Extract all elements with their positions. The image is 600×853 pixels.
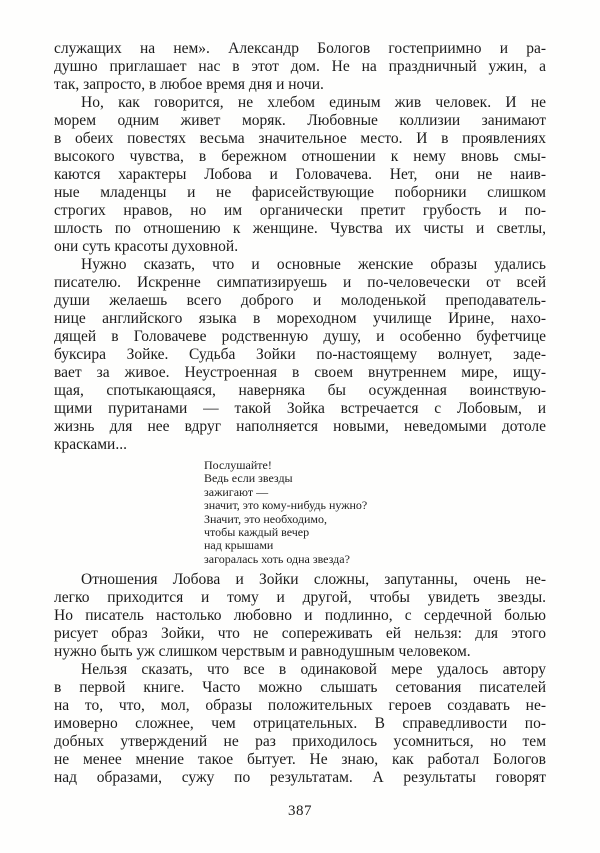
text-line: буксира Зойке. Судьба Зойки по-настоящему волнует, заде- <box>54 346 546 363</box>
text-line: щими пуританами — такой Зойка встречается с Лобовым, и <box>54 400 546 417</box>
text-line: высокого чувства, в бережном отношении к нему вновь смы- <box>54 148 546 165</box>
text-line: нице английского языка в мореходном училище Ирине, нахо- <box>54 310 546 327</box>
text-line: морем одним живет моряк. Любовные коллизии занимают <box>54 112 546 129</box>
paragraph <box>54 256 546 454</box>
verse-line: Послушайте! <box>204 458 272 472</box>
text-line: на то, что, мол, образы положительных героев создавать не- <box>54 697 546 715</box>
verse-line: чтобы каждый вечер <box>204 525 310 540</box>
verse-line: над крышами <box>204 538 274 553</box>
verse-line: загоралась хоть одна звезда? <box>204 551 350 566</box>
text-line: красками... <box>54 436 127 453</box>
text-line: Но, как говорится, не хлебом единым жив человек. И не <box>81 94 546 111</box>
verse-line: зажигают — <box>204 484 269 499</box>
text-line: Но писатель настолько любовно и подлинно, с сердечной болью <box>54 607 546 625</box>
paragraph <box>54 94 546 256</box>
verse-line: Значит, это необходимо, <box>204 511 328 526</box>
text-line: нужно быть уж слишком черствым и равнодушным человеком. <box>54 643 471 661</box>
text-line: души желаешь всего доброго и молоденькой преподаватель- <box>54 292 546 309</box>
text-line: легко приходится и тому и другой, чтобы увидеть звезды. <box>54 589 546 607</box>
text-line: рисует образ Зойки, что не сопереживать ей нельзя: для этого <box>54 625 546 643</box>
text-line: шлость по отношению к женщине. Чувства их чисты и светлы, <box>54 220 546 237</box>
text-line: служащих на нем». Александр Бологов гостеприимно и ра- <box>54 40 546 57</box>
text-line: вает за живое. Неустроенная в своем внутреннем мире, ищу- <box>54 364 546 381</box>
paragraph <box>54 40 546 94</box>
text-line: Отношения Лобова и Зойки сложны, запутанны, очень не- <box>81 571 546 589</box>
text-line: душно приглашает нас в этот дом. Не на праздничный ужин, а <box>54 58 546 75</box>
verse-quote <box>204 459 546 566</box>
text-line: так, запросто, в любое время дня и ночи. <box>54 76 324 93</box>
page-number: 387 <box>288 803 312 819</box>
text-line: в обеих повестях весьма значительное место. И в проявлениях <box>54 130 546 147</box>
page-text-column <box>54 40 546 787</box>
text-line: не менее мнение такое бытует. Не знаю, как работал Бологов <box>54 751 546 769</box>
text-line: Нужно сказать, что и основные женские образы удались <box>81 256 546 273</box>
text-line: строгих нравов, но им органически претит грубость и по- <box>54 202 546 219</box>
text-line: над образами, сужу по результатам. А результаты говорят <box>54 769 546 787</box>
text-line: Нельзя сказать, что все в одинаковой мере удалось автору <box>81 661 546 679</box>
text-line: в первой книге. Часто можно слышать сетования писателей <box>54 679 546 697</box>
verse-line: Ведь если звезды <box>204 471 293 486</box>
text-line: жизнь для нее вдруг наполняется новыми, неведомыми дотоле <box>54 418 546 435</box>
text-line: имоверно сложнее, чем отрицательных. В справедливости по- <box>54 715 546 733</box>
text-line: щая, спотыкающаяся, наверняка бы осужденная воинствую- <box>54 382 546 399</box>
text-line: дящей в Головачеве родственную душу, и особенно буфетчице <box>54 328 546 345</box>
text-line: писателю. Искренне симпатизируешь и по-человечески от всей <box>54 274 546 291</box>
paragraph <box>54 661 546 787</box>
text-line: они суть красоты духовной. <box>54 238 239 255</box>
text-line: каются характеры Лобова и Головачева. Нет, они не наив- <box>54 166 546 183</box>
verse-line: значит, это кому-нибудь нужно? <box>204 498 368 513</box>
text-line: ные младенцы и не фарисействующие поборники слишком <box>54 184 546 201</box>
text-line: добных утверждений не раз приходилось усомниться, но тем <box>54 733 546 751</box>
paragraph <box>54 571 546 661</box>
